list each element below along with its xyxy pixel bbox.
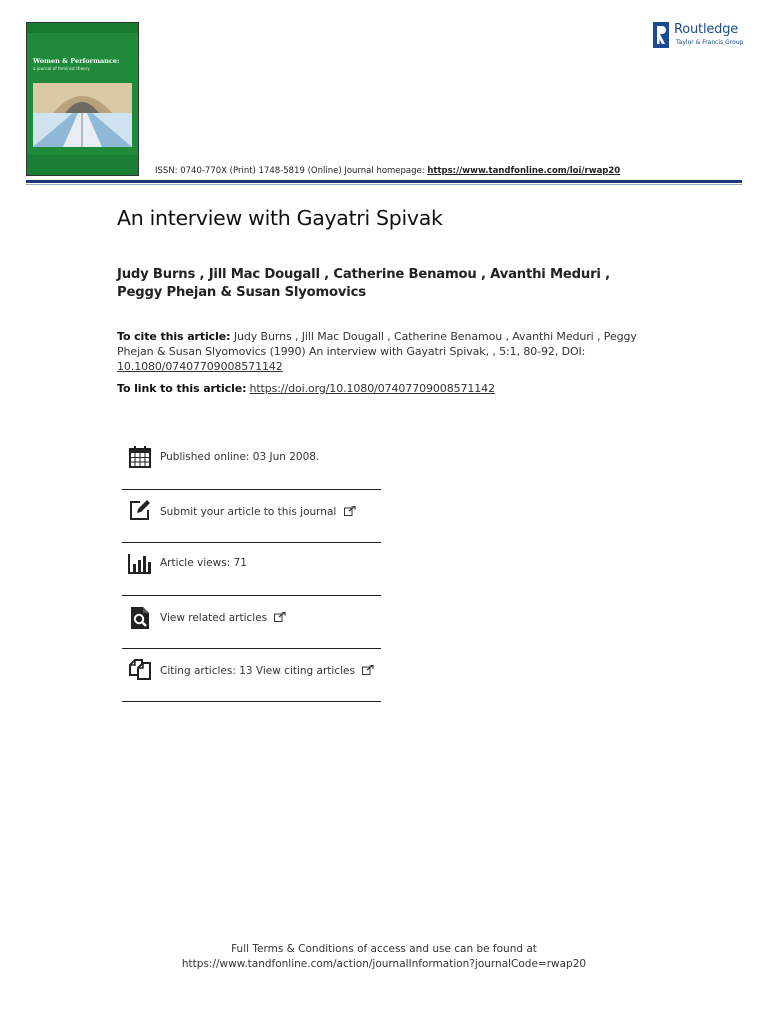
header-divider-thin (26, 184, 742, 185)
terms-footer (0, 942, 768, 972)
article-views-text: Article views: 71 (160, 557, 247, 569)
terms-text: Full Terms & Conditions of access and use can be found at (231, 943, 537, 955)
cover-top-band (27, 23, 138, 33)
citation-text: Judy Burns , Jill Mac Dougall , Catherine Benamou , Avanthi Meduri , Peggy Phejan & Susan Slyomovics (1990) An interview with Gayatri Spivak, , 5:1, 80-92, DOI: (117, 330, 637, 358)
external-link-icon (344, 506, 356, 516)
journal-homepage-link[interactable]: https://www.tandfonline.com/loi/rwap20 (427, 166, 621, 176)
citing-articles-icon (128, 657, 152, 681)
published-online-row (122, 432, 381, 490)
article-views-row (122, 543, 381, 596)
routledge-logo (650, 20, 750, 50)
edit-icon (128, 498, 152, 522)
terms-url-link[interactable]: https://www.tandfonline.com/action/journalInformation?journalCode=rwap20 (181, 958, 587, 970)
article-doi-url-link[interactable]: https://doi.org/10.1080/07407709008571142 (249, 382, 495, 395)
calendar-icon (128, 445, 152, 469)
submit-article-row[interactable] (122, 490, 381, 543)
article-title: An interview with Gayatri Spivak (117, 206, 443, 230)
external-link-icon (362, 665, 374, 675)
publisher-tagline: Taylor & Francis Group (676, 39, 744, 46)
article-authors: Judy Burns , Jill Mac Dougall , Catherine Benamou , Avanthi Meduri , Peggy Phejan & Susan Slyomovics (117, 267, 610, 300)
external-link-icon (274, 612, 286, 622)
citing-articles-link[interactable] (160, 665, 374, 677)
cover-journal-title: Women & Performance: (33, 57, 120, 65)
citing-articles-row[interactable] (122, 649, 381, 702)
article-link-label: To link to this article: (117, 382, 247, 395)
article-info-panel (122, 432, 381, 702)
issn-line (155, 166, 620, 176)
related-articles-row[interactable] (122, 596, 381, 649)
citation-label: To cite this article: (117, 330, 231, 343)
header-divider (26, 180, 742, 183)
citation-doi-link[interactable]: 10.1080/07407709008571142 (117, 360, 283, 373)
cover-bottom-band (27, 155, 138, 175)
submit-article-link[interactable] (160, 506, 356, 518)
issn-text: ISSN: 0740-770X (Print) 1748-5819 (Online) Journal homepage: (155, 166, 428, 176)
journal-cover-image (26, 22, 139, 176)
submit-article-text: Submit your article to this journal (160, 506, 337, 518)
bar-chart-icon (128, 551, 152, 575)
published-online-text: Published online: 03 Jun 2008. (160, 451, 320, 463)
cover-artwork (33, 83, 132, 147)
citing-articles-text: Citing articles: 13 View citing articles (160, 665, 355, 677)
cover-journal-subtitle: a journal of feminist theory (33, 66, 90, 71)
citation-block (117, 329, 647, 374)
publisher-name: Routledge (674, 22, 739, 37)
related-articles-text: View related articles (160, 612, 268, 624)
article-link-block (117, 382, 495, 395)
search-document-icon (128, 606, 152, 630)
related-articles-link[interactable] (160, 612, 286, 624)
routledge-r-icon (650, 20, 672, 50)
